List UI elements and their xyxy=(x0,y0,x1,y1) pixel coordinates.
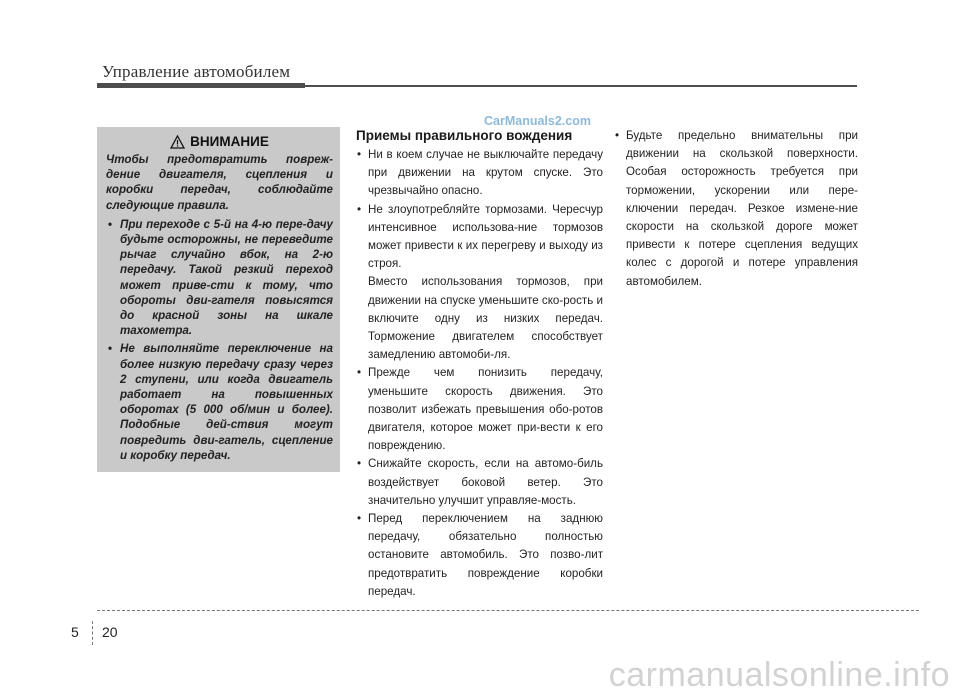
section-title xyxy=(356,114,603,144)
list-item-text: • Перед переключением на заднюю передачу, обязательно полностью остановите автомобиль. Это позво-лит предотвратить повреждение коробки передач. xyxy=(368,512,603,598)
header-rule-thick xyxy=(97,83,305,88)
watermark-text: CarManuals2.com xyxy=(484,114,591,128)
page-number: 20 xyxy=(102,624,118,640)
site-watermark: carmanualsonline.info xyxy=(608,656,950,694)
chapter-number: 5 xyxy=(71,624,79,640)
footer-rule xyxy=(97,610,919,611)
list-item-text: • Не злоупотребляйте тормозами. Чересчур интенсивное использова-ние тормозов может привести к их перегреву и выходу из строя. xyxy=(368,202,603,271)
warning-list xyxy=(106,217,333,463)
section-title-text: Приемы правильного вождения xyxy=(356,128,573,143)
list-item-extra: Вместо использования тормозов, при движении на спуске уменьшите ско-рость и включите одну из низких передач. Торможение двигателем способствует замедлению автомоби-ля. xyxy=(368,275,603,362)
list-item xyxy=(356,201,603,365)
tips-list-continued xyxy=(614,127,858,291)
page-header-title: Управление автомобилем xyxy=(102,62,291,81)
warning-item: • Не выполняйте переключение на более низкую передачу сразу через 2 ступени, или когда двигатель работает на повышенных оборотах (5 000 об/мин и более). Подобные дей-ствия могут повредить дви-гатель, сцепление и коробку передач. xyxy=(106,341,333,463)
list-item-text: • Снижайте скорость, если на автомо-биль воздействует боковой ветер. Это значительно улучшит управляе-мость. xyxy=(368,457,603,507)
list-item-text: • Будьте предельно внимательны при движении на скользкой поверхности. Особая осторожность требуется при торможении, ускорении или пере-ключении передач. Резкое измене-ние скорости на скользкой дороге может привести к потере сцепления ведущих колес с дорогой и потере управления автомобилем. xyxy=(626,129,858,288)
list-item xyxy=(614,127,858,291)
warning-intro: Чтобы предотвратить повреж-дение двигателя, сцепления и коробки передач, соблюдайте следующие правила. xyxy=(106,153,333,212)
header-rule-thin xyxy=(305,85,857,87)
page-number-divider xyxy=(92,621,93,645)
column-right xyxy=(614,127,858,291)
warning-title: ВНИМАНИЕ xyxy=(190,134,269,149)
tips-list xyxy=(356,146,603,601)
warning-item: • При переходе с 5-й на 4-ю пере-дачу будьте осторожны, не переведите рычаг случайно вбок, на 2-ю передачу. Такой резкий переход может приве-сти к тому, что обороты дви-гателя повысятся до красной зоны на шкале тахометра. xyxy=(106,217,333,339)
column-middle xyxy=(356,114,603,601)
list-item-text: • Ни в коем случае не выключайте передачу при движении на крутом спуске. Это чрезвычайно опасно. xyxy=(368,148,603,198)
list-item xyxy=(356,455,603,510)
warning-heading xyxy=(106,134,333,149)
list-item xyxy=(356,364,603,455)
warning-box xyxy=(97,127,340,472)
list-item xyxy=(356,146,603,201)
warning-triangle-icon xyxy=(170,135,185,149)
list-item xyxy=(356,510,603,601)
list-item-text: • Прежде чем понизить передачу, уменьшите скорость движения. Это позволит избежать превышения обо-ротов двигателя, которое может при-вести к его повреждению. xyxy=(368,366,603,453)
